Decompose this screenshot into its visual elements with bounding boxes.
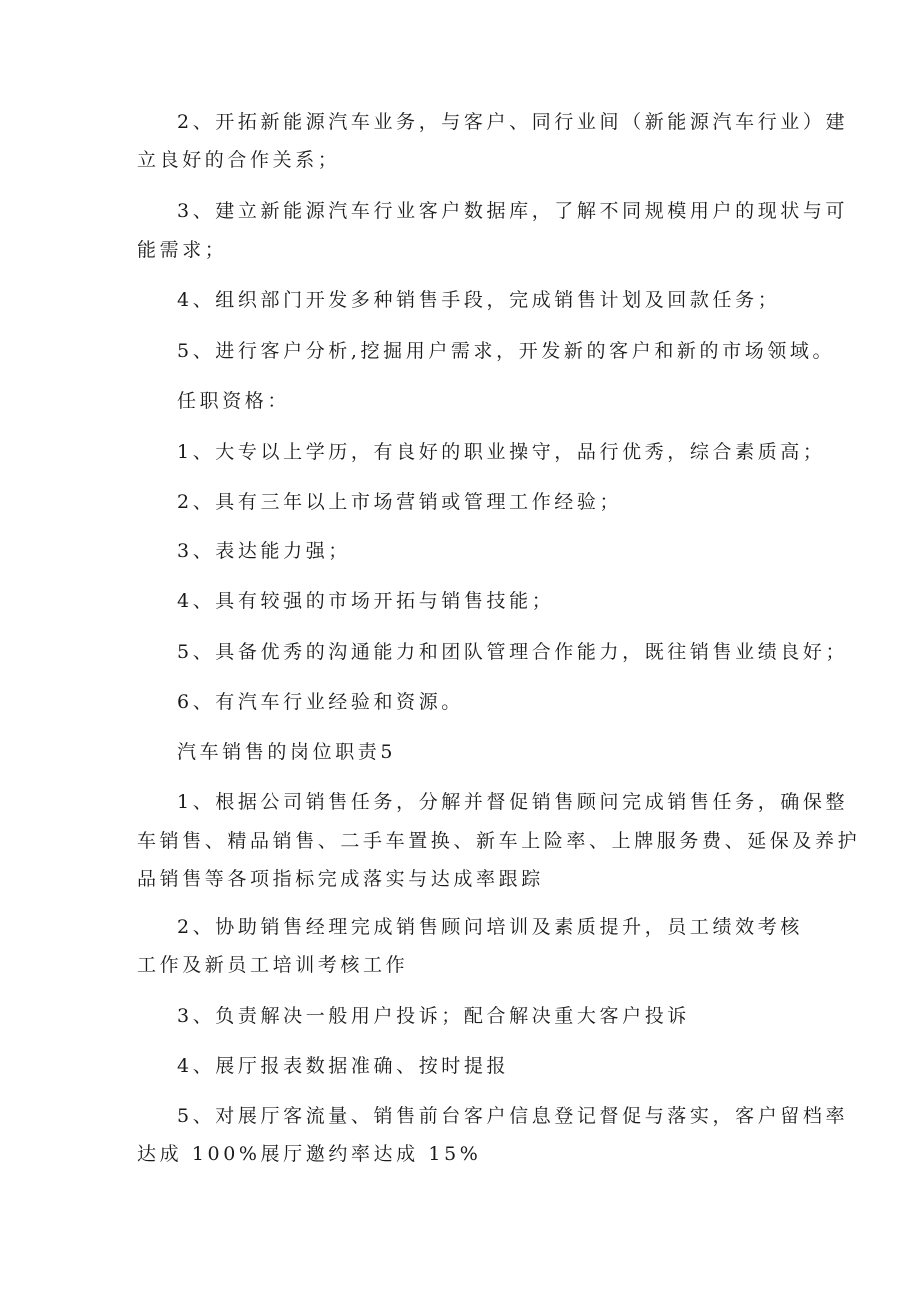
qualifications-heading: 任职资格： xyxy=(177,390,291,412)
section5-item-5-line-2: 达成 100%展厅邀约率达成 15% xyxy=(137,1143,482,1165)
duty-item-3-line-1: 3、建立新能源汽车行业客户数据库，了解不同规模用户的现状与可 xyxy=(177,200,849,222)
section-title: 汽车销售的岗位职责5 xyxy=(177,741,397,763)
qualification-item-2: 2、具有三年以上市场营销或管理工作经验； xyxy=(177,491,623,513)
duty-item-2-line-1: 2、开拓新能源汽车业务，与客户、同行业间（新能源汽车行业）建 xyxy=(177,111,849,133)
duty-item-4: 4、组织部门开发多种销售手段，完成销售计划及回款任务； xyxy=(177,289,781,311)
qualification-item-5: 5、具备优秀的沟通能力和团队管理合作能力，既往销售业绩良好； xyxy=(177,641,849,663)
qualification-item-3: 3、表达能力强； xyxy=(177,540,351,562)
section5-item-4: 4、展厅报表数据准确、按时提报 xyxy=(177,1055,510,1077)
section5-item-2-line-2: 工作及新员工培训考核工作 xyxy=(137,954,409,976)
section5-item-5-line-1: 5、对展厅客流量、销售前台客户信息登记督促与落实，客户留档率 xyxy=(177,1105,849,1127)
duty-item-3-line-2: 能需求； xyxy=(137,239,228,261)
section5-item-2-line-1: 2、协助销售经理完成销售顾问培训及素质提升，员工绩效考核 xyxy=(177,916,803,938)
qualification-item-4: 4、具有较强的市场开拓与销售技能； xyxy=(177,590,555,612)
section5-item-1-line-3: 品销售等各项指标完成落实与达成率跟踪 xyxy=(137,868,544,890)
duty-item-2-line-2: 立良好的合作关系； xyxy=(137,149,341,171)
duty-item-5: 5、进行客户分析,挖掘用户需求，开发新的客户和新的市场领域。 xyxy=(177,340,836,362)
qualification-item-1: 1、大专以上学历，有良好的职业操守，品行优秀，综合素质高； xyxy=(177,441,826,463)
section5-item-1-line-2: 车销售、精品销售、二手车置换、新车上险率、上牌服务费、延保及养护 xyxy=(137,830,861,852)
qualification-item-6: 6、有汽车行业经验和资源。 xyxy=(177,691,464,713)
section5-item-3: 3、负责解决一般用户投诉；配合解决重大客户投诉 xyxy=(177,1005,690,1027)
section5-item-1-line-1: 1、根据公司销售任务，分解并督促销售顾问完成销售任务，确保整 xyxy=(177,791,849,813)
